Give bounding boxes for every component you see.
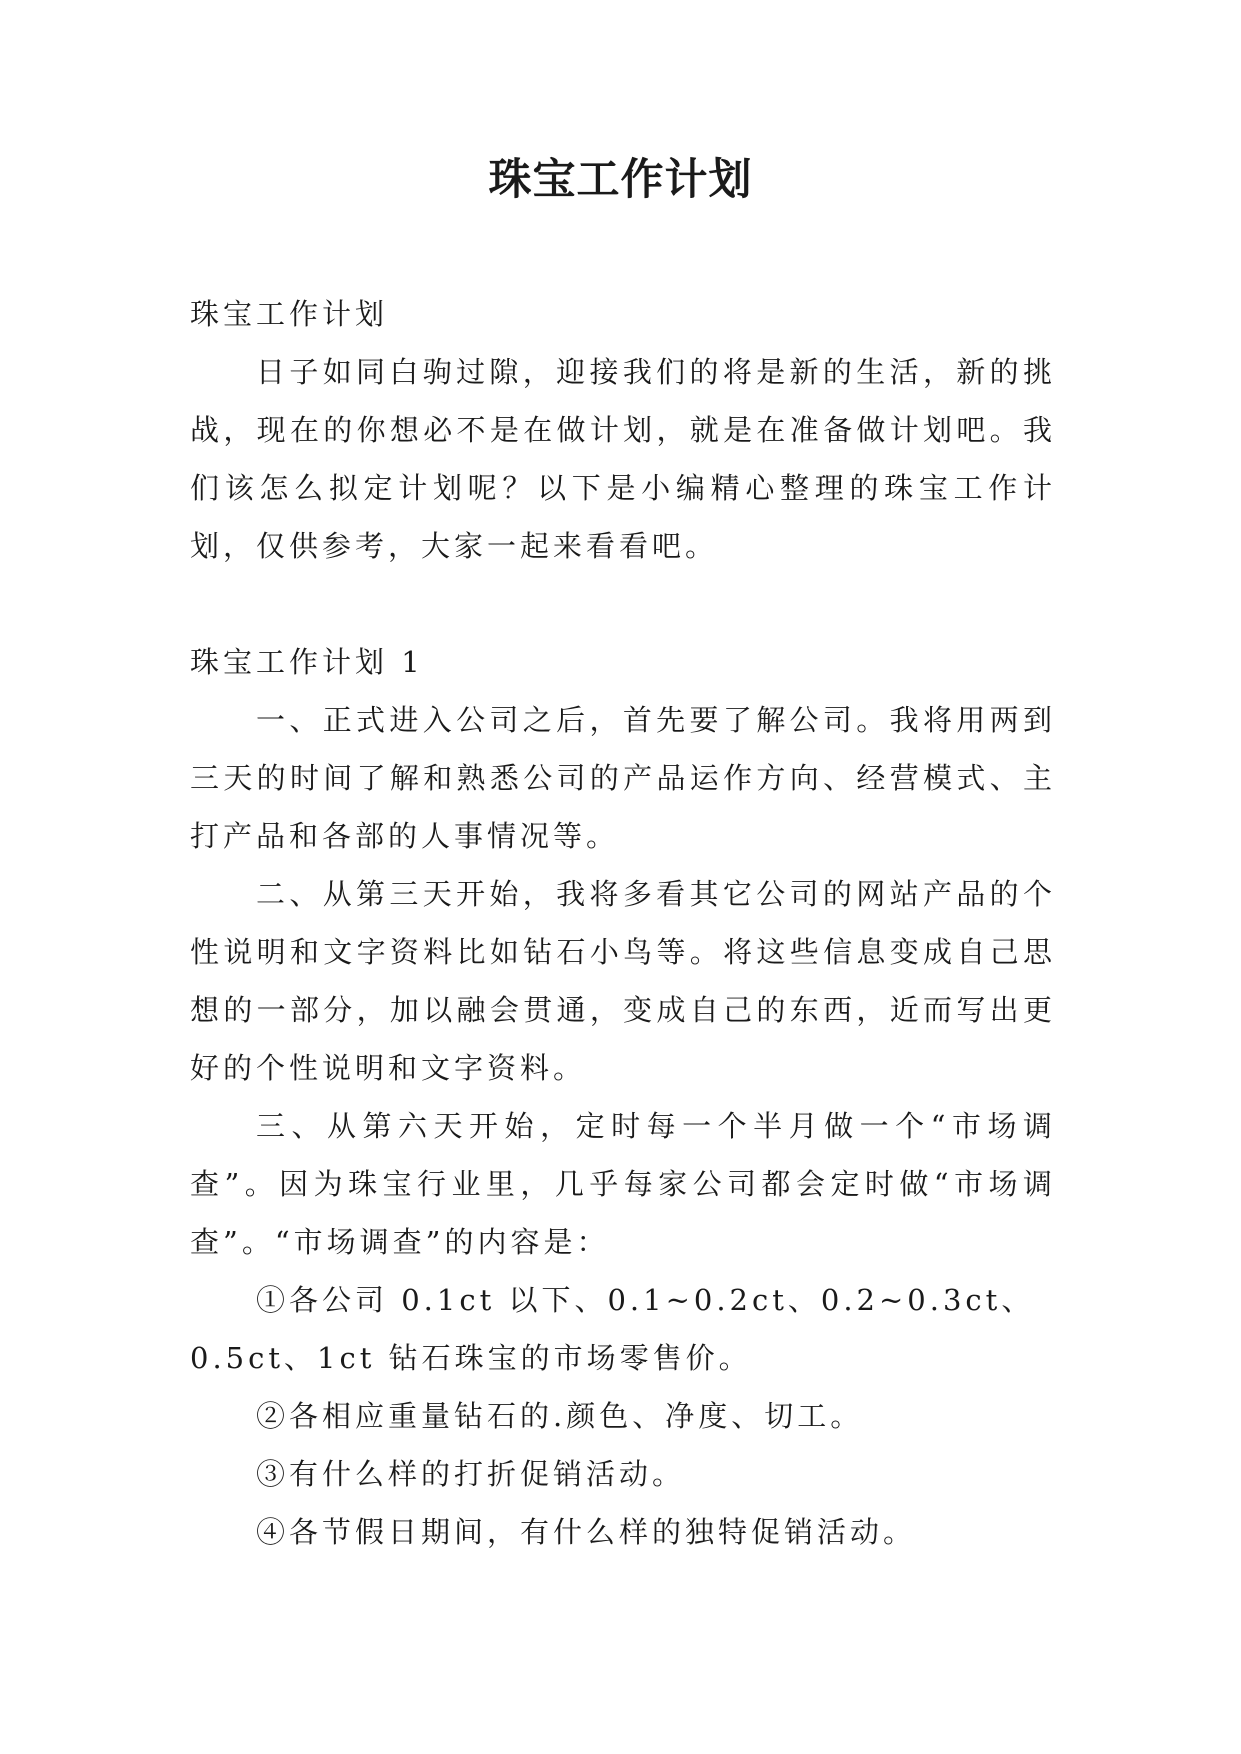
section1-paragraph-3: 三、从第六天开始，定时每一个半月做一个“市场调查”。因为珠宝行业里，几乎每家公司都会定时做“市场调查”。“市场调查”的内容是： [190,1109,1056,1259]
list-item-2: ②各相应重量钻石的.颜色、净度、切工。 [256,1399,864,1433]
list-item-3: ③有什么样的打折促销活动。 [256,1457,686,1491]
document-title: 珠宝工作计划 [488,155,753,205]
list-item-1: ①各公司 0.1ct 以下、0.1~0.2ct、0.2~0.3ct、0.5ct、1ct 钻石珠宝的市场零售价。 [190,1283,1035,1375]
list-item-4: ④各节假日期间，有什么样的独特促销活动。 [256,1515,917,1549]
section-spacer [190,575,1056,633]
section1-paragraph-1: 一、正式进入公司之后，首先要了解公司。我将用两到三天的时间了解和熟悉公司的产品运作方向、经营模式、主打产品和各部的人事情况等。 [190,703,1056,853]
intro-heading: 珠宝工作计划 [190,297,389,331]
intro-paragraph: 日子如同白驹过隙，迎接我们的将是新的生活，新的挑战，现在的你想必不是在做计划，就是在准备做计划吧。我们该怎么拟定计划呢？以下是小编精心整理的珠宝工作计划，仅供参考，大家一起来看看吧。 [190,355,1056,563]
section1-heading: 珠宝工作计划 1 [190,645,424,679]
document-body [190,285,1056,1561]
section1-paragraph-2: 二、从第三天开始，我将多看其它公司的网站产品的个性说明和文字资料比如钻石小鸟等。将这些信息变成自己思想的一部分，加以融会贯通，变成自己的东西，近而写出更好的个性说明和文字资料。 [190,877,1056,1085]
